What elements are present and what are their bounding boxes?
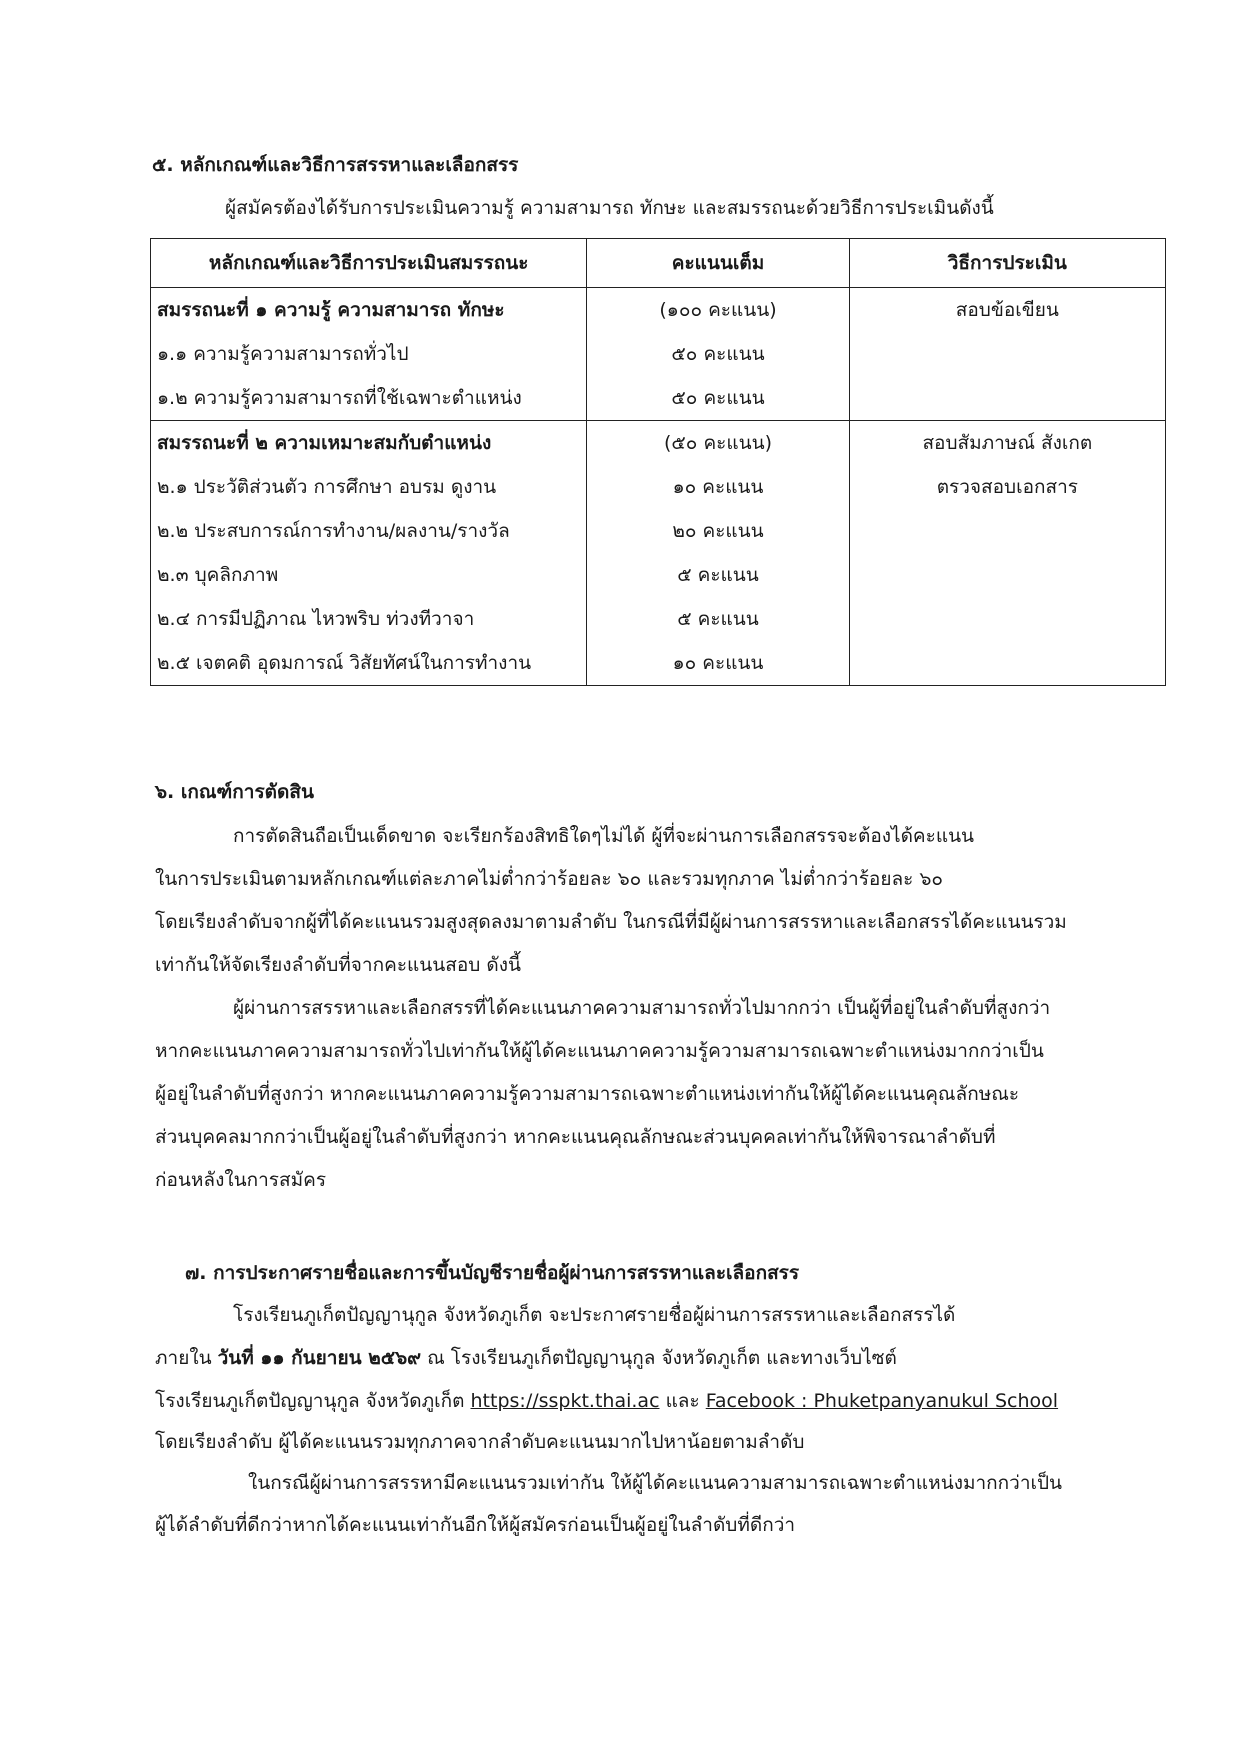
competency-2-method-text: ตรวจสอบเอกสาร <box>936 476 1078 498</box>
table-row-competency-2 <box>151 421 1166 686</box>
section5-heading: ๕. หลักเกณฑ์และวิธีการสรรหาและเลือกสรร <box>152 154 519 176</box>
section7-line <box>155 1386 1058 1416</box>
section7-line: ในกรณีผู้ผ่านการสรรหามีคะแนนรวมเท่ากัน ให้ผู้ได้คะแนนความสามารถเฉพาะตำแหน่งมากกว่าเป็น <box>248 1472 1063 1494</box>
competency-2-item: ๒.๓ บุคลิกภาพ <box>157 564 279 586</box>
section6-paragraph-line: เท่ากันให้จัดเรียงลำดับที่จากคะแนนสอบ ดังนี้ <box>155 954 521 976</box>
competency-2-score: ๑๐ คะแนน <box>672 476 764 498</box>
announcement-date: วันที่ ๑๑ กันยายน ๒๕๖๙ <box>217 1347 422 1369</box>
facebook-link[interactable]: Facebook : Phuketpanyanukul School <box>705 1390 1059 1412</box>
section6-paragraph-line: โดยเรียงลำดับจากผู้ที่ได้คะแนนรวมสูงสุดลงมาตามลำดับ ในกรณีที่มีผู้ผ่านการสรรหาและเลือกสรรได้คะแนนรวม <box>155 911 1067 933</box>
competency-1-scores <box>587 288 849 421</box>
competency-1-total: (๑๐๐ คะแนน) <box>659 299 777 321</box>
competency-1-title: สมรรถนะที่ ๑ ความรู้ ความสามารถ ทักษะ <box>157 299 505 321</box>
scan-corner-mark <box>0 0 63 21</box>
header-criteria: หลักเกณฑ์และวิธีการประเมินสมรรถนะ <box>151 239 587 288</box>
competency-1-criteria <box>151 288 587 421</box>
competency-2-item: ๒.๑ ประวัติส่วนตัว การศึกษา อบรม ดูงาน <box>157 476 497 498</box>
competency-2-scores <box>587 421 849 686</box>
section7-line3-and: และ <box>665 1390 700 1412</box>
section7-line: ผู้ได้ลำดับที่ดีกว่าหากได้คะแนนเท่ากันอีกให้ผู้สมัครก่อนเป็นผู้อยู่ในลำดับที่ดีกว่า <box>155 1514 796 1536</box>
section5-intro: ผู้สมัครต้องได้รับการประเมินความรู้ ความสามารถ ทักษะ และสมรรถนะด้วยวิธีการประเมินดังนี้ <box>225 197 994 219</box>
section6-paragraph-line: ก่อนหลังในการสมัคร <box>155 1169 327 1191</box>
website-link[interactable]: https://sspkt.thai.ac <box>470 1390 660 1412</box>
section6-paragraph-line: ผู้อยู่ในลำดับที่สูงกว่า หากคะแนนภาคความรู้ความสามารถเฉพาะตำแหน่งเท่ากันให้ผู้ได้คะแนนคุณลักษณะ <box>155 1083 1020 1105</box>
competency-1-method-text: สอบข้อเขียน <box>955 299 1059 321</box>
competency-2-score: ๕ คะแนน <box>677 608 759 630</box>
competency-2-item: ๒.๕ เจตคติ อุดมการณ์ วิสัยทัศน์ในการทำงาน <box>157 652 532 674</box>
competency-1-method <box>849 288 1165 421</box>
competency-2-score: ๑๐ คะแนน <box>672 652 764 674</box>
competency-1-item: ๑.๒ ความรู้ความสามารถที่ใช้เฉพาะตำแหน่ง <box>157 387 522 409</box>
section7-line: โดยเรียงลำดับ ผู้ได้คะแนนรวมทุกภาคจากลำดับคะแนนมากไปหาน้อยตามลำดับ <box>155 1431 805 1453</box>
section6-paragraph-line: ในการประเมินตามหลักเกณฑ์แต่ละภาคไม่ต่ำกว่าร้อยละ ๖๐ และรวมทุกภาค ไม่ต่ำกว่าร้อยละ ๖๐ <box>155 868 944 890</box>
section7-line2-post: ณ โรงเรียนภูเก็ตปัญญานุกูล จังหวัดภูเก็ต และทางเว็บไซต์ <box>427 1347 897 1369</box>
competency-2-method-text: สอบสัมภาษณ์ สังเกต <box>922 432 1093 454</box>
section7-line2-pre: ภายใน <box>155 1347 212 1369</box>
table-header-row <box>151 239 1166 288</box>
header-full-score: คะแนนเต็ม <box>587 239 849 288</box>
header-method: วิธีการประเมิน <box>849 239 1165 288</box>
section7-line3-pre: โรงเรียนภูเก็ตปัญญานุกูล จังหวัดภูเก็ต <box>155 1390 465 1412</box>
competency-1-score: ๕๐ คะแนน <box>671 343 765 365</box>
criteria-table <box>150 238 1166 686</box>
competency-2-score: ๒๐ คะแนน <box>672 520 764 542</box>
competency-2-criteria <box>151 421 587 686</box>
competency-1-item: ๑.๑ ความรู้ความสามารถทั่วไป <box>157 343 409 365</box>
section6-paragraph-line: ส่วนบุคคลมากกว่าเป็นผู้อยู่ในลำดับที่สูงกว่า หากคะแนนคุณลักษณะส่วนบุคคลเท่ากันให้พิจารณาลำดับที่ <box>155 1126 996 1148</box>
competency-2-method <box>849 421 1165 686</box>
section6-paragraph-line: หากคะแนนภาคความสามารถทั่วไปเท่ากันให้ผู้ได้คะแนนภาคความรู้ความสามารถเฉพาะตำแหน่งมากกว่าเป็น <box>155 1040 1044 1062</box>
section7-heading: ๗. การประกาศรายชื่อและการขึ้นบัญชีรายชื่อผู้ผ่านการสรรหาและเลือกสรร <box>185 1262 800 1284</box>
competency-2-title: สมรรถนะที่ ๒ ความเหมาะสมกับตำแหน่ง <box>157 432 492 454</box>
section7-line <box>155 1343 897 1373</box>
table-row-competency-1 <box>151 288 1166 421</box>
section6-paragraph-line: การตัดสินถือเป็นเด็ดขาด จะเรียกร้องสิทธิใดๆไม่ได้ ผู้ที่จะผ่านการเลือกสรรจะต้องได้คะแนน <box>233 825 975 847</box>
competency-1-score: ๕๐ คะแนน <box>671 387 765 409</box>
section6-paragraph-line: ผู้ผ่านการสรรหาและเลือกสรรที่ได้คะแนนภาคความสามารถทั่วไปมากกว่า เป็นผู้ที่อยู่ในลำดับที่สูงกว่า <box>233 997 1051 1019</box>
competency-2-item: ๒.๔ การมีปฏิภาณ ไหวพริบ ท่วงทีวาจา <box>157 608 475 630</box>
competency-2-score: ๕ คะแนน <box>677 564 759 586</box>
section6-heading: ๖. เกณฑ์การตัดสิน <box>155 781 314 803</box>
competency-2-total: (๕๐ คะแนน) <box>664 432 772 454</box>
section7-line: โรงเรียนภูเก็ตปัญญานุกูล จังหวัดภูเก็ต จะประกาศรายชื่อผู้ผ่านการสรรหาและเลือกสรรได้ <box>233 1304 956 1326</box>
competency-2-item: ๒.๒ ประสบการณ์การทำงาน/ผลงาน/รางวัล <box>157 520 510 542</box>
